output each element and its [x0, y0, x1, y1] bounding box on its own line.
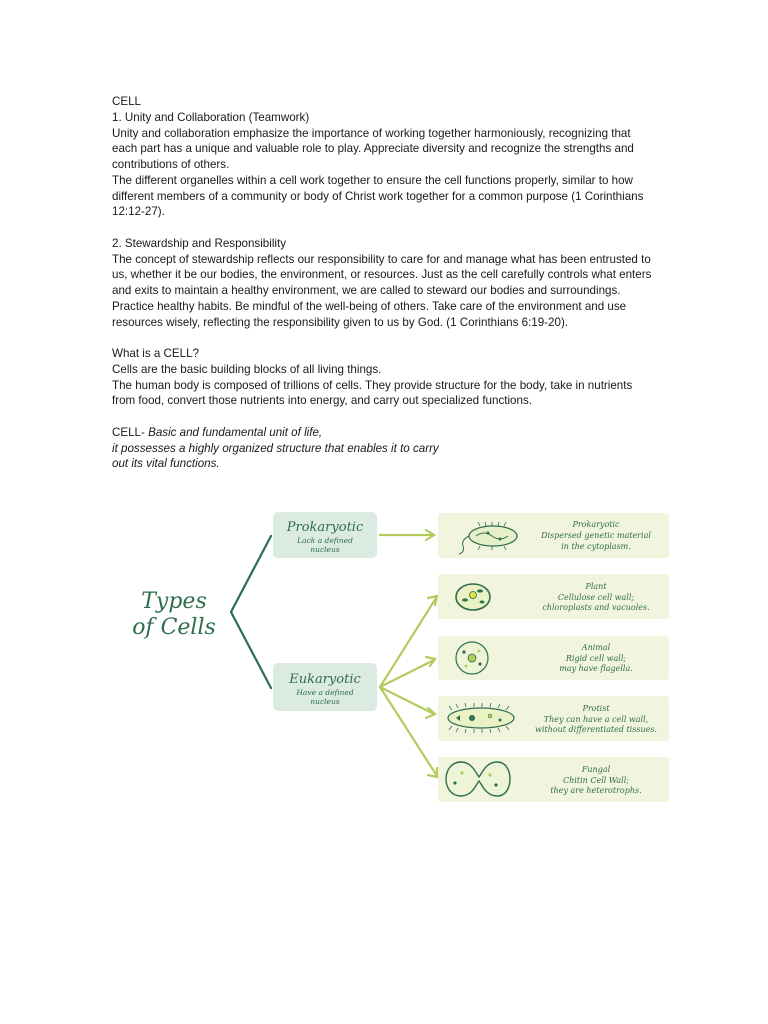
definition-prefix: CELL-: [112, 425, 149, 439]
definition-text: Basic and fundamental unit of life,: [148, 425, 323, 439]
section-title: 1. Unity and Collaboration (Teamwork): [112, 110, 310, 124]
document-body: [112, 94, 660, 472]
card-desc: Cellulose cell wall;: [557, 593, 635, 602]
connector-arrows: [380, 530, 437, 777]
paragraph-line: The human body is composed of trillions of cells. They provide structure for the body, take in nutrients: [112, 378, 633, 392]
card-label: Plant: [585, 582, 607, 591]
paragraph-line: contributions of others.: [112, 158, 230, 171]
section-title: 2. Stewardship and Responsibility: [112, 236, 287, 250]
branch-prokaryotic: [273, 512, 377, 558]
animal-cell-icon: [456, 642, 488, 674]
definition-line: out its vital functions.: [112, 457, 220, 471]
branch-desc: nucleus: [310, 697, 340, 706]
paragraph-line: and exits to maintain a healthy environment, we are called to steward our bodies and surroundings.: [112, 284, 621, 297]
card-label: Protist: [582, 704, 610, 713]
card-label: Fungal: [581, 765, 611, 774]
card-desc: They can have a cell wall,: [543, 715, 649, 724]
paragraph-line: different members of a community or body of Christ work together for a common purpose (1 Corinthians: [112, 189, 644, 203]
card-prokaryotic: [438, 513, 669, 558]
card-label: Animal: [581, 643, 611, 652]
paragraph-line: Unity and collaboration emphasize the importance of working together harmoniously, recognizing that: [112, 126, 631, 140]
section-title: What is a CELL?: [112, 347, 199, 360]
paragraph-line: resources wisely, reflecting the responsibility given to us by God. (1 Corinthians 6:19-20).: [112, 315, 569, 329]
card-desc: Dispersed genetic material: [541, 531, 651, 540]
plant-cell-icon: [456, 584, 490, 610]
paragraph-line: us, whether it be our bodies, the environment, or resources. Just as the cell carefully controls what enters: [112, 268, 652, 282]
branch-label: Prokaryotic: [286, 520, 364, 535]
card-desc: in the cytoplasm.: [561, 542, 631, 551]
card-desc: without differentiated tissues.: [535, 725, 657, 734]
card-desc: Rigid cell wall;: [565, 654, 627, 663]
card-desc: may have flagella.: [559, 664, 633, 673]
doc-heading: CELL: [112, 95, 142, 108]
branch-eukaryotic: [273, 663, 377, 711]
paragraph-line: Cells are the basic building blocks of all living things.: [112, 362, 382, 376]
bracket-line: [231, 536, 271, 688]
card-desc: Chitin Cell Wall;: [563, 776, 629, 785]
card-plant: [438, 574, 669, 619]
card-label: Prokaryotic: [572, 520, 620, 529]
branch-desc: Have a defined: [296, 688, 354, 697]
branch-desc: Lack a defined: [297, 536, 353, 545]
paragraph-line: from food, convert those nutrients into energy, and carry out specialized functions.: [112, 394, 532, 408]
card-desc: chloroplasts and vacuoles.: [542, 603, 650, 612]
paragraph-line: The concept of stewardship reflects our responsibility to care for and manage what has been entrusted to: [112, 252, 651, 266]
card-protist: [438, 696, 669, 741]
paragraph-line: Practice healthy habits. Be mindful of the well-being of others. Take care of the environment and use: [112, 299, 627, 313]
branch-label: Eukaryotic: [289, 672, 361, 687]
card-animal: [438, 636, 669, 680]
paragraph-line: 12:12-27).: [112, 205, 165, 219]
card-desc: they are heterotrophs.: [550, 786, 642, 795]
diagram-title-line1: Types: [141, 589, 207, 614]
definition-line: it possesses a highly organized structure that enables it to carry: [112, 441, 439, 455]
paragraph-line: each part has a unique and valuable role to play. Appreciate diversity and recognize the strengths and: [112, 142, 634, 156]
card-fungal: [438, 757, 669, 802]
branch-desc: nucleus: [310, 545, 340, 554]
diagram-title-line2: of Cells: [132, 615, 216, 640]
types-of-cells-diagram: [110, 500, 678, 810]
definition-line: [112, 425, 660, 441]
paragraph-line: The different organelles within a cell work together to ensure the cell functions properly, similar to how: [112, 173, 633, 187]
